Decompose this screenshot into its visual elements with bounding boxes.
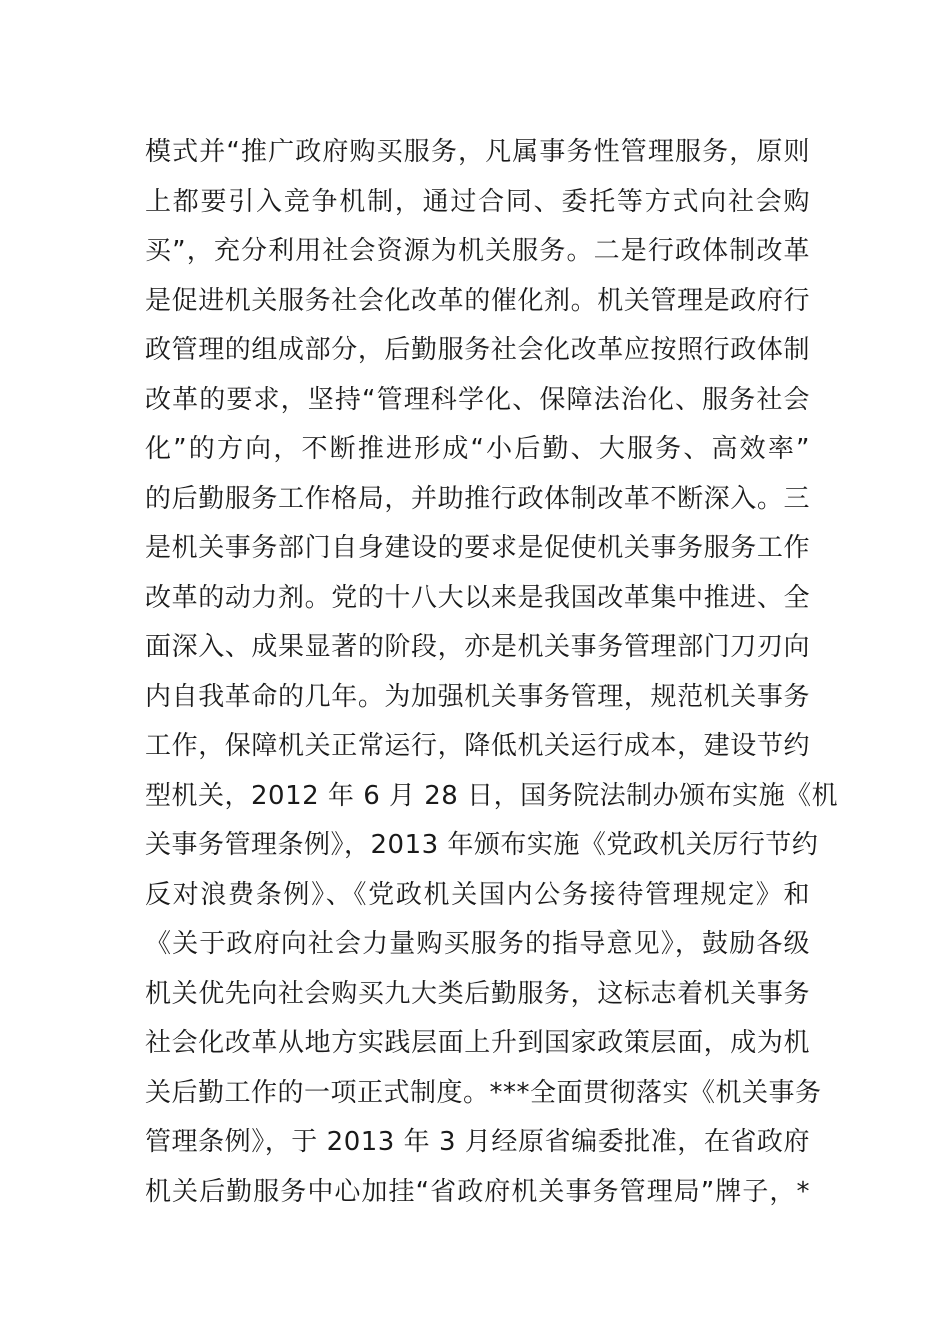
body-paragraph (145, 128, 839, 1217)
text-line-7: 化”的方向，不断推进形成“小后勤、大服务、高效率” (145, 434, 810, 464)
text-line-14: 型机关，2012 年 6 月 28 日，国务院法制办颁布实施《机 (145, 780, 839, 811)
text-line-12: 内自我革命的几年。为加强机关事务管理，规范机关事务 (145, 681, 810, 712)
text-line-8: 的后勤服务工作格局，并助推行政体制改革不断深入。三 (145, 483, 810, 514)
text-line-15: 关事务管理条例》，2013 年颁布实施《党政机关厉行节约 (145, 830, 819, 860)
text-line-16: 反对浪费条例》、《党政机关国内公务接待管理规定》和 (145, 879, 810, 910)
text-line-9: 是机关事务部门自身建设的要求是促使机关事务服务工作 (145, 533, 810, 563)
text-line-20: 关后勤工作的一项正式制度。***全面贯彻落实《机关事务 (145, 1077, 822, 1108)
text-line-10: 改革的动力剂。党的十八大以来是我国改革集中推进、全 (145, 582, 810, 613)
text-line-6: 改革的要求，坚持“管理科学化、保障法治化、服务社会 (145, 384, 810, 415)
text-line-17: 《关于政府向社会力量购买服务的指导意见》，鼓励各级 (145, 929, 810, 959)
text-line-13: 工作，保障机关正常运行，降低机关运行成本，建设节约 (145, 731, 810, 761)
text-line-22: 机关后勤服务中心加挂“省政府机关事务管理局”牌子，* (145, 1176, 810, 1207)
text-line-4: 是促进机关服务社会化改革的催化剂。机关管理是政府行 (145, 285, 810, 316)
text-line-21: 管理条例》，于 2013 年 3 月经原省编委批准，在省政府 (145, 1127, 810, 1157)
text-line-11: 面深入、成果显著的阶段，亦是机关事务管理部门刀刃向 (145, 632, 810, 662)
text-line-5: 政管理的组成部分，后勤服务社会化改革应按照行政体制 (145, 335, 810, 365)
text-line-19: 社会化改革从地方实践层面上升到国家政策层面，成为机 (145, 1028, 810, 1058)
text-line-3: 买”，充分利用社会资源为机关服务。二是行政体制改革 (145, 236, 810, 266)
text-line-18: 机关优先向社会购买九大类后勤服务，这标志着机关事务 (145, 978, 810, 1009)
text-line-1: 模式并“推广政府购买服务，凡属事务性管理服务，原则 (145, 137, 810, 167)
text-line-2: 上都要引入竞争机制，通过合同、委托等方式向社会购 (145, 186, 810, 217)
